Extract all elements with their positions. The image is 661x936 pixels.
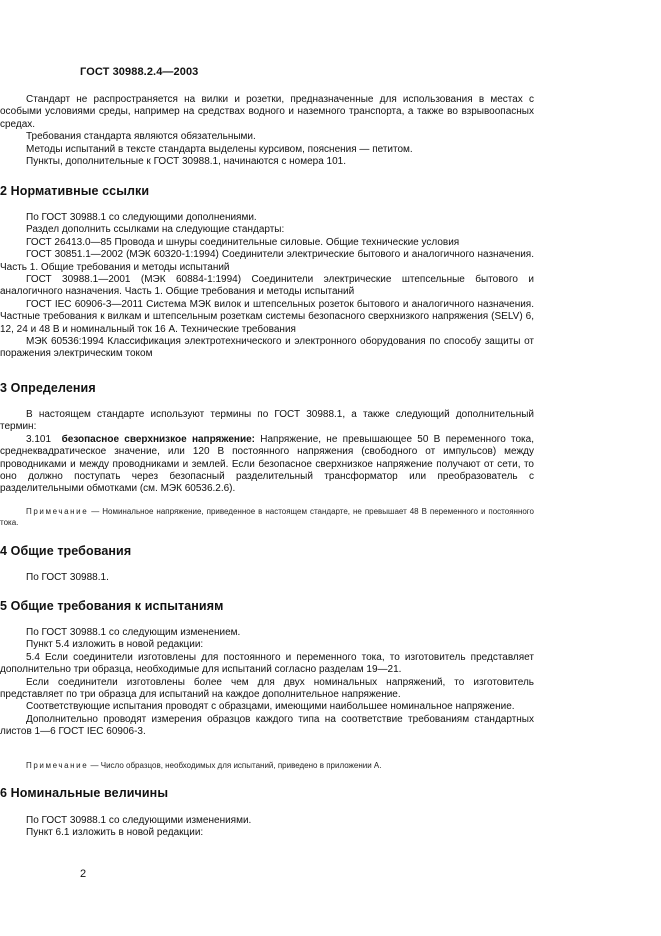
sec2-reference-5: МЭК 60536:1994 Классификация электротехнического и электронного оборудования по способу защиты от поражения электрическим током — [0, 336, 534, 360]
section-3 — [0, 381, 534, 395]
sec2-paragraph-1: По ГОСТ 30988.1 со следующими дополнениями. — [26, 212, 257, 223]
section-2 — [0, 184, 534, 198]
term-number: 3.101 — [26, 433, 52, 445]
intro-paragraph-4: Пункты, дополнительные к ГОСТ 30988.1, начинаются с номера 101. — [26, 156, 347, 168]
section-6 — [0, 786, 534, 800]
note-label: Примечание — [26, 507, 89, 516]
sec2-reference-4: ГОСТ IEC 60906-3—2011 Система МЭК вилок и штепсельных розеток бытового и аналогичного назначения. Частные требования к вилкам и штепсельным розеткам системы безопасного сверхнизкого напряжения (SELV) 6, 12, 24 и 48 В и номинальный ток 16 А. Технические требования — [0, 298, 534, 335]
sec5-paragraph-6: Дополнительно проводят измерения образцов каждого типа на соответствие требованиям стандартных листов 1—6 ГОСТ IEC 60906-3. — [0, 713, 534, 738]
sec6-paragraph-1: По ГОСТ 30988.1 со следующими изменениями. — [26, 815, 252, 826]
term-text: Напряжение, не превышающее 50 В переменного тока, среднеквадратическое значение, или 120 В постоянного напряжения (свободного от импульсов) между проводниками и между проводниками и землей. Если безопасное сверхнизкое напряжение получают от сети, то оно должно поступать через безопасный разделительный трансформатор или преобразователь с разделительными обмотками (см. МЭК 60536.2.6). — [0, 433, 534, 495]
sec2-reference-2: ГОСТ 30851.1—2002 (МЭК 60320-1:1994) Соединители электрические бытового и аналогичного назначения. Часть 1. Общие требования и методы испытаний — [0, 249, 534, 273]
section-3-title: 3 Определения — [0, 381, 96, 395]
section-5-title: 5 Общие требования к испытаниям — [0, 599, 224, 613]
term-name: безопасное сверхнизкое напряжение: — [61, 433, 255, 445]
section-5-note — [0, 760, 534, 771]
sec5-paragraph-3: 5.4 Если соединители изготовлены для постоянного и переменного тока, то изготовитель представляет дополнительно три образца, необходимые для испытаний согласно разделам 19—21. — [0, 651, 534, 676]
section-5 — [0, 599, 534, 613]
section-4 — [0, 544, 534, 558]
section-2-title: 2 Нормативные ссылки — [0, 184, 150, 198]
section-6-title: 6 Номинальные величины — [0, 786, 169, 800]
sec2-reference-3: ГОСТ 30988.1—2001 (МЭК 60884-1:1994) Соединители электрические штепсельные бытового и аналогичного назначения. Часть 1. Общие требования и методы испытаний — [0, 274, 534, 298]
note-text: — Число образцов, необходимых для испытаний, приведено в приложении А. — [88, 761, 382, 770]
sec3-note — [0, 506, 534, 528]
section-4-body — [0, 572, 534, 584]
standard-header: ГОСТ 30988.2.4—2003 — [80, 66, 199, 78]
sec5-paragraph-2: Пункт 5.4 изложить в новой редакции: — [26, 639, 204, 651]
section-4-title: 4 Общие требования — [0, 544, 132, 558]
sec5-paragraph-4: Если соединители изготовлены более чем для двух номинальных напряжений, то изготовитель представляет по три образца для испытаний на каждое дополнительное напряжение. — [0, 676, 534, 701]
sec3-paragraph-1: В настоящем стандарте используют термины по ГОСТ 30988.1, а также следующий дополнительный термин: — [0, 409, 534, 433]
sec3-term-definition — [0, 434, 534, 496]
sec6-paragraph-2: Пункт 6.1 изложить в новой редакции: — [26, 827, 204, 839]
page-number: 2 — [80, 868, 87, 880]
note-label: Примечание — [26, 761, 89, 770]
section-3-note — [0, 506, 534, 528]
sec5-paragraph-1: По ГОСТ 30988.1 со следующим изменением. — [26, 627, 241, 638]
intro-paragraph-3: Методы испытаний в тексте стандарта выделены курсивом, пояснения — петитом. — [26, 143, 413, 155]
section-3-body — [0, 409, 534, 496]
sec5-note — [0, 760, 534, 771]
note-text: — Номинальное напряжение, приведенное в настоящем стандарте, не превышает 48 В переменного и постоянного тока. — [0, 507, 534, 527]
sec2-reference-1: ГОСТ 26413.0—85 Провода и шнуры соединительные силовые. Общие технические условия — [26, 236, 460, 248]
intro-paragraph-2: Требования стандарта являются обязательными. — [26, 131, 256, 143]
intro-block — [0, 94, 534, 168]
section-5-body — [0, 627, 534, 739]
sec4-paragraph-1: По ГОСТ 30988.1. — [26, 572, 109, 583]
section-2-body — [0, 212, 534, 361]
sec2-paragraph-2: Раздел дополнить ссылками на следующие стандарты: — [26, 224, 285, 236]
sec5-paragraph-5: Соответствующие испытания проводят с образцами, имеющими наибольшее номинальное напряжение. — [26, 701, 515, 713]
intro-paragraph-1: Стандарт не распространяется на вилки и розетки, предназначенные для использования в местах с особыми условиями среды, например на средствах водного и наземного транспорта, а также во взрывоопасных средах. — [0, 94, 534, 130]
section-6-body — [0, 815, 534, 840]
